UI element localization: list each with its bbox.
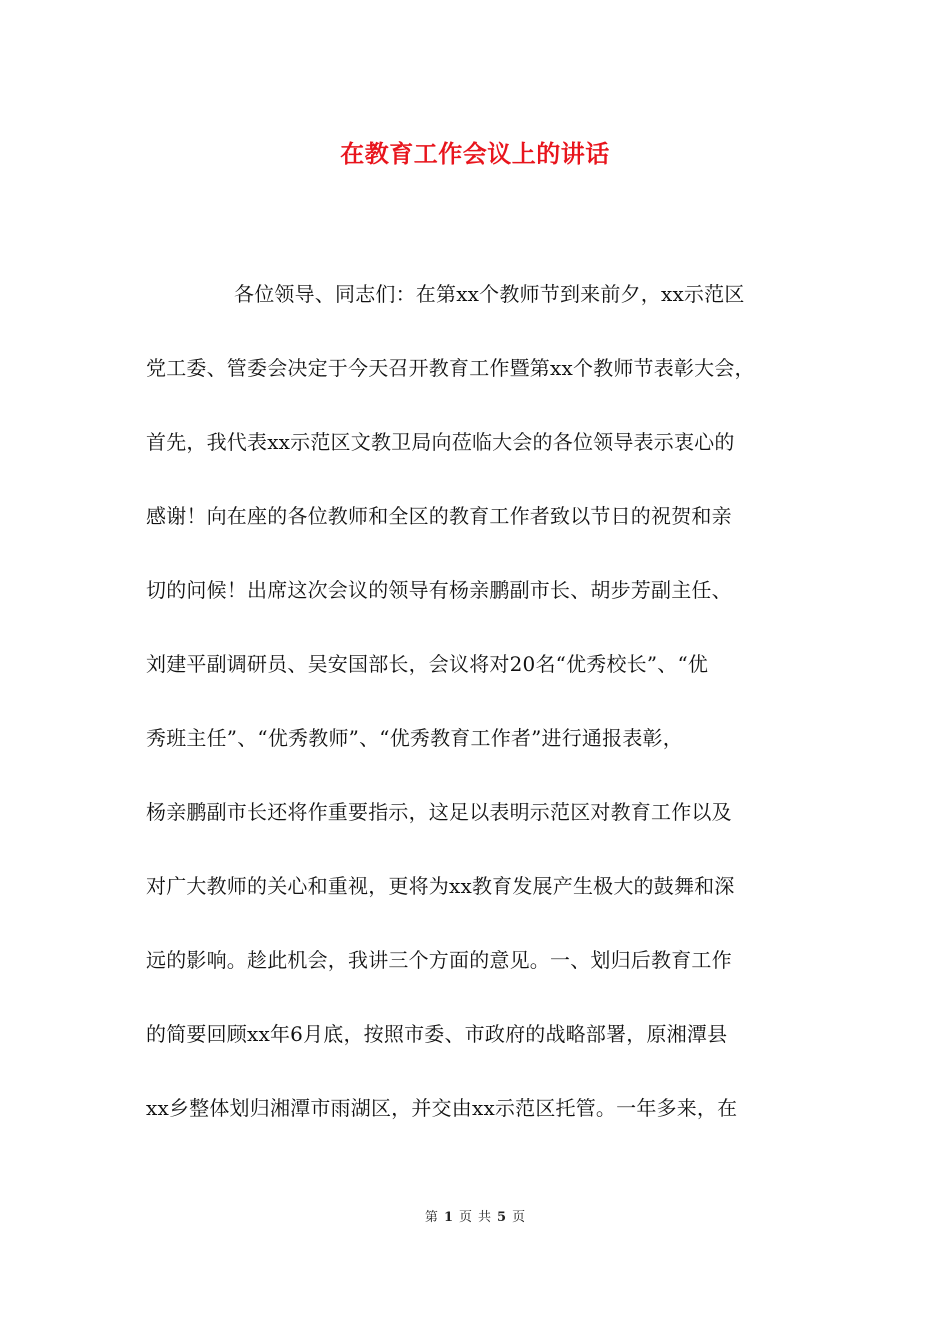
total-unit: 页 bbox=[512, 1210, 526, 1225]
page-footer bbox=[0, 1206, 950, 1230]
body-line: 切的问候！出席这次会议的领导有杨亲鹏副市长、胡步芳副主任、 bbox=[146, 578, 732, 602]
body-line: 对广大教师的关心和重视，更将为xx教育发展产生极大的鼓舞和深 bbox=[146, 874, 735, 898]
total-label: 共 bbox=[478, 1210, 492, 1225]
page-unit: 页 bbox=[458, 1210, 472, 1225]
body-line: 首先，我代表xx示范区文教卫局向莅临大会的各位领导表示衷心的 bbox=[146, 430, 735, 454]
body-line: 刘建平副调研员、吴安国部长，会议将对20名“优秀校长”、“优 bbox=[146, 652, 709, 676]
body-line: 党工委、管委会决定于今天召开教育工作暨第xx个教师节表彰大会， bbox=[146, 356, 755, 380]
document-body bbox=[146, 276, 806, 1164]
page-label: 第 bbox=[424, 1210, 438, 1225]
page-number: 1 bbox=[443, 1210, 453, 1225]
body-line: 各位领导、同志们：在第xx个教师节到来前夕，xx示范区 bbox=[234, 282, 745, 306]
document-title: 在教育工作会议上的讲话 bbox=[340, 139, 610, 168]
body-line: 杨亲鹏副市长还将作重要指示，这足以表明示范区对教育工作以及 bbox=[146, 800, 732, 824]
body-line: xx乡整体划归湘潭市雨湖区，并交由xx示范区托管。一年多来，在 bbox=[146, 1096, 738, 1120]
body-line: 远的影响。趁此机会，我讲三个方面的意见。一、划归后教育工作 bbox=[146, 948, 732, 972]
body-line: 的简要回顾xx年6月底，按照市委、市政府的战略部署，原湘潭县 bbox=[146, 1022, 728, 1046]
body-line: 感谢！向在座的各位教师和全区的教育工作者致以节日的祝贺和亲 bbox=[146, 504, 732, 528]
total-pages: 5 bbox=[497, 1210, 507, 1225]
body-line: 秀班主任”、“优秀教师”、“优秀教育工作者”进行通报表彰， bbox=[146, 726, 683, 750]
